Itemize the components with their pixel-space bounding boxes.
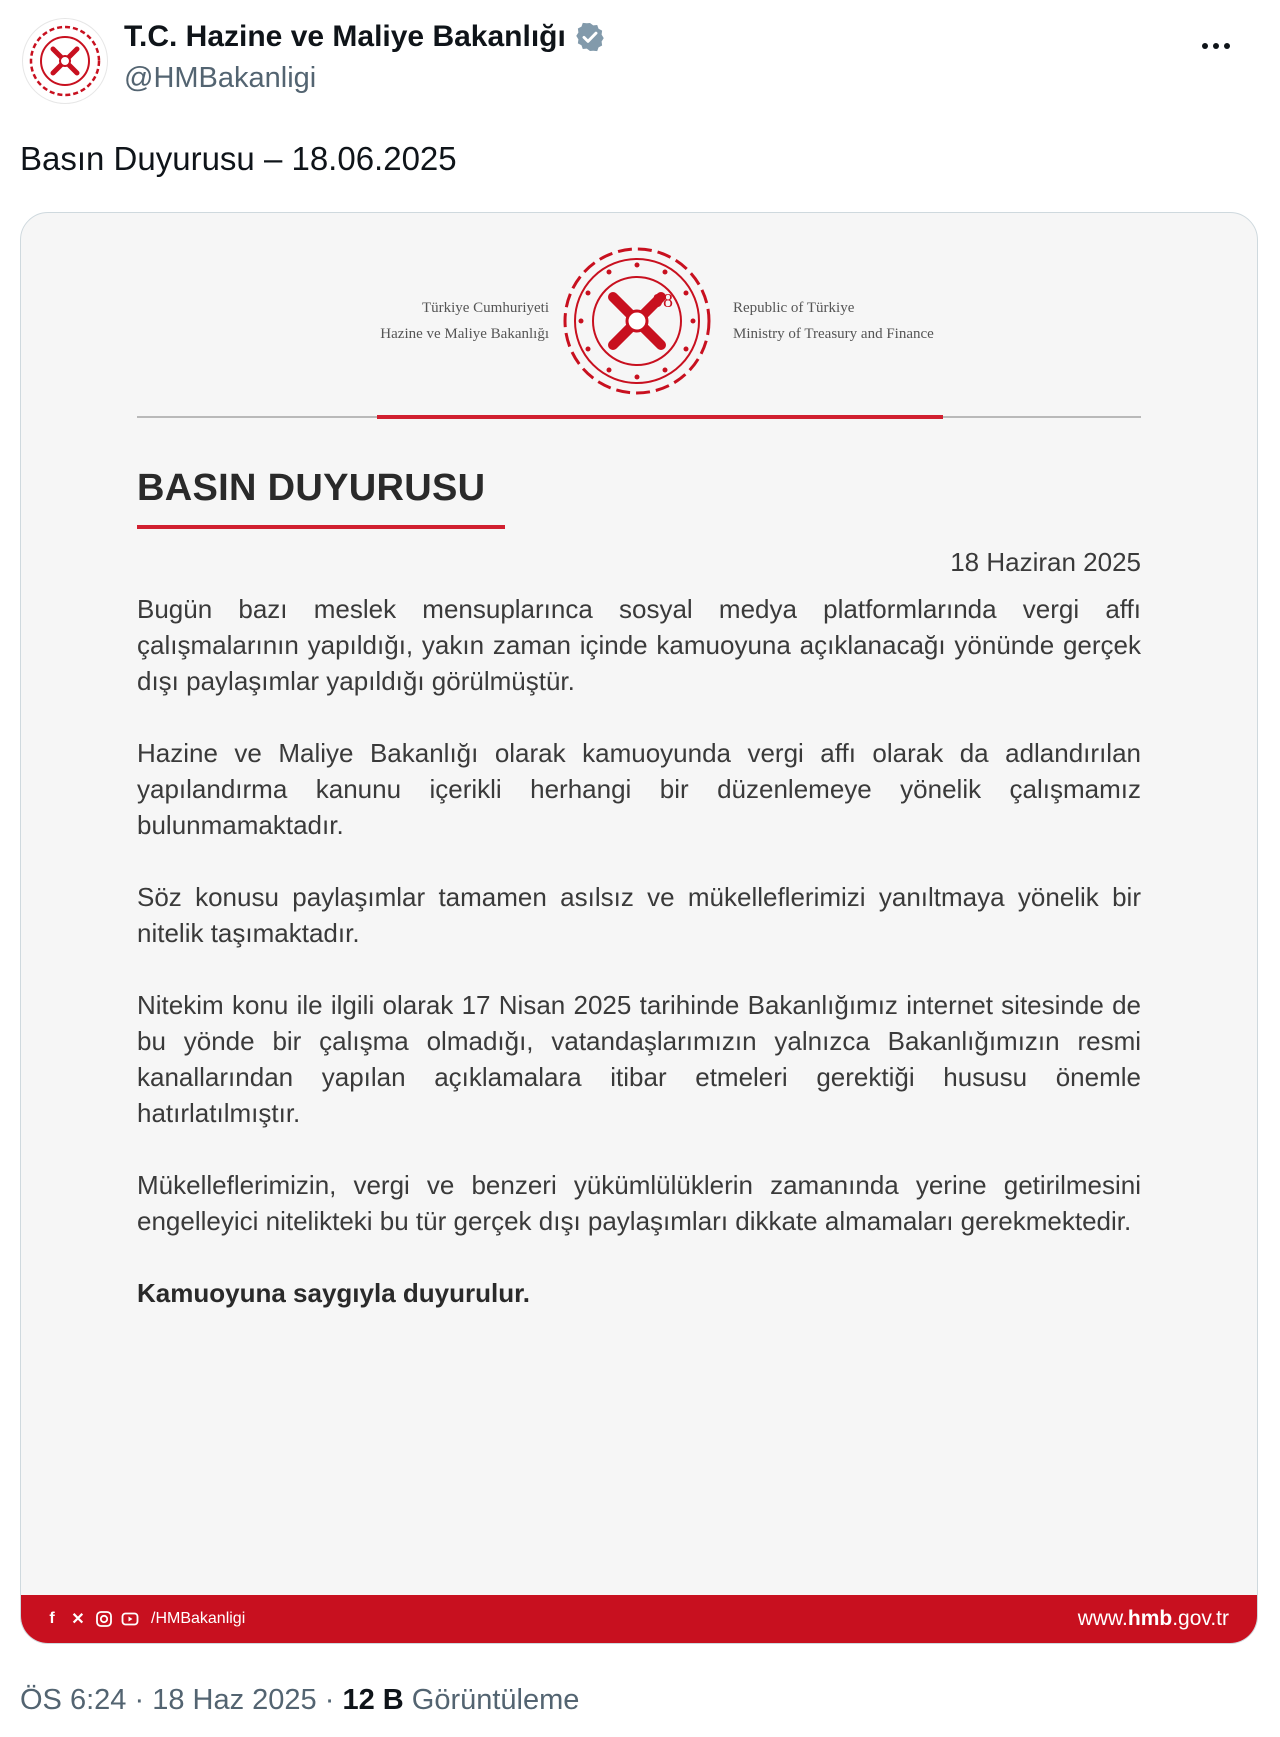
paragraph: Hazine ve Maliye Bakanlığı olarak kamuoyunda vergi affı olarak da adlandırılan yapılandırma kanunu içerikli herhangi bir düzenlemeye yönelik çalışmamız bulunmamaktadır. (137, 738, 1141, 840)
avatar[interactable] (22, 18, 108, 104)
views-label[interactable]: Görüntüleme (411, 1684, 580, 1716)
divider-accent (377, 415, 943, 419)
more-icon[interactable] (1194, 26, 1238, 66)
paragraph: Söz konusu paylaşımlar tamamen asılsız ve mükelleflerimizi yanıltmaya yönelik bir nitelik taşımaktadır. (137, 882, 1141, 948)
tweet-meta: ÖS 6:24 · 18 Haz 2025 · 12 B Görüntüleme (20, 1684, 580, 1716)
tweet-time[interactable]: ÖS 6:24 (20, 1684, 127, 1716)
document-title: BASIN DUYURUSU (137, 467, 486, 509)
social-links (43, 1610, 245, 1628)
display-name[interactable]: T.C. Hazine ve Maliye Bakanlığı (124, 20, 566, 53)
views-count[interactable]: 12 B (342, 1684, 404, 1716)
paragraph: Nitekim konu ile ilgili olarak 17 Nisan 2025 tarihinde Bakanlığımız internet sitesinde de bu yönde bir çalışma olmadığı, vatandaşlarımızın yalnızca Bakanlığımızın resmi kanallarından yapılan açıklamalara itibar etmeleri gerektiği hususu önemle hatırlatılmıştır. (137, 990, 1141, 1128)
facebook-icon: f (49, 1610, 55, 1627)
paragraph: Bugün bazı meslek mensuplarınca sosyal medya platformlarında vergi affı çalışmalarının yapıldığı, yakın zaman içinde kamuoyuna açıklanacağı yönünde gerçek dışı paylaşımlar yapıldığı görülmüştür. (137, 594, 1141, 696)
youtube-icon (121, 1610, 139, 1628)
document-date: 18 Haziran 2025 (950, 547, 1141, 577)
letterhead-tr: Türkiye Cumhuriyeti Hazine ve Maliye Bakanlığı (380, 300, 549, 342)
x-icon: ✕ (71, 1611, 85, 1628)
document-footer (21, 1595, 1257, 1643)
letterhead-en: Republic of Türkiye Ministry of Treasury and Finance (733, 300, 934, 342)
title-underline (137, 525, 505, 529)
tweet-date[interactable]: 18 Haz 2025 (152, 1684, 317, 1716)
handle[interactable]: @HMBakanligi (124, 62, 317, 94)
document-body (137, 591, 1141, 1337)
document-letterhead (21, 235, 1257, 395)
tweet-header (22, 16, 1258, 106)
tweet-text: Basın Duyurusu – 18.06.2025 (20, 140, 457, 177)
website-url: www.hmb.gov.tr (1077, 1607, 1229, 1630)
social-handle: /HMBakanligi (151, 1610, 246, 1627)
paragraph: Mükelleflerimizin, vergi ve benzeri yükümlülüklerin zamanında yerine getirilmesini engelleyici nitelikteki bu tür gerçek dışı paylaşımları dikkate almamaları gerekmektedir. (137, 1170, 1141, 1236)
ministry-emblem (557, 241, 717, 401)
verified-badge-icon[interactable] (574, 21, 606, 53)
instagram-icon (95, 1610, 113, 1628)
tweet-media-image[interactable] (20, 212, 1258, 1644)
ministry-logo-icon (27, 23, 103, 99)
emblem-number: 98 (653, 290, 673, 312)
closing-line: Kamuoyuna saygıyla duyurulur. (137, 1278, 530, 1308)
